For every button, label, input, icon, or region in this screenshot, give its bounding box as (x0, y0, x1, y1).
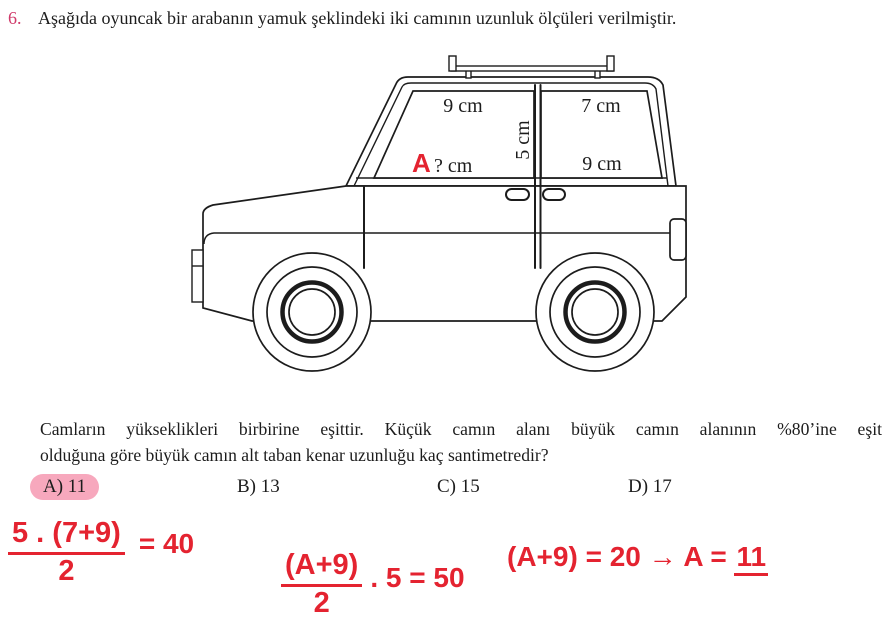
fraction-2 (281, 549, 362, 619)
rear-wheel (536, 253, 654, 371)
front-window-top-label: 9 cm (443, 95, 483, 117)
car-figure (180, 50, 700, 380)
question-number: 6. (8, 8, 22, 28)
rear-window-top-label: 7 cm (581, 95, 621, 117)
choice-c: C) 15 (437, 476, 480, 497)
door-handle-rear (543, 189, 565, 200)
fraction-1-numerator: 5 . (7+9) (12, 517, 121, 549)
question-intro: Aşağıda oyuncak bir arabanın yamuk şeklindeki iki camının uzunluk ölçüleri verilmiştir. (38, 8, 677, 28)
fraction-1 (8, 517, 125, 587)
fraction-2-numerator: (A+9) (285, 549, 359, 581)
window-height-label: 5 cm (512, 120, 534, 160)
door-handle-front (506, 189, 529, 200)
front-window-bottom-var-label: A (412, 148, 431, 178)
answer-choices (0, 473, 888, 505)
choice-b: B) 13 (237, 476, 280, 497)
front-bumper (192, 250, 203, 302)
solution-step-1 (8, 517, 194, 587)
front-window-bottom-unit-label: ? cm (434, 155, 473, 177)
question-header (8, 8, 868, 29)
choice-a: A) 11 (30, 474, 99, 500)
car-drawing (180, 50, 700, 380)
solution-step-2-suffix: . 5 = 50 (370, 562, 465, 593)
statement-line-1: Camların yükseklikleri birbirine eşittir. Küçük camın alanı büyük camın alanının %80’ine eşit (40, 419, 882, 439)
choice-d: D) 17 (628, 476, 672, 497)
solution-step-2 (281, 549, 465, 619)
fraction-1-denominator: 2 (58, 555, 75, 587)
solution-step-3-answer: 11 (734, 541, 768, 576)
solution-step-3 (507, 541, 768, 576)
front-wheel (253, 253, 371, 371)
question-statement (40, 416, 882, 468)
fraction-2-denominator: 2 (313, 587, 330, 619)
taillight (670, 219, 686, 260)
solution-step-1-result: = 40 (138, 528, 195, 559)
solution-step-3-equation: (A+9) = 20 → A = (507, 541, 727, 572)
roof-rack (449, 56, 614, 78)
rear-window-bottom-label: 9 cm (582, 153, 622, 175)
statement-line-2: olduğuna göre büyük camın alt taban kenar uzunluğu kaç santimetredir? (40, 445, 549, 465)
